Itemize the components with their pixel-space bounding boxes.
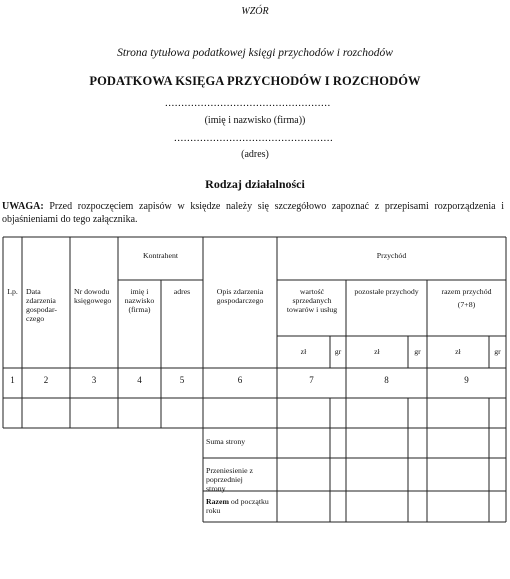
col-other-revenue-header: pozostałe przychody	[354, 287, 419, 296]
note-label: UWAGA:	[2, 201, 44, 212]
unit-zl-7: zł	[300, 347, 307, 356]
page-title: PODATKOWA KSIĘGA PRZYCHODÓW I ROZCHODÓW	[89, 74, 421, 88]
unit-zl-8: zł	[374, 347, 380, 356]
col-number: 4	[137, 375, 142, 385]
note-text: Przed rozpoczęciem zapisów w księdze należy się szczegółowo zapoznać z przepisami rozporządzenia i objaśnieniami do tego załącznika.	[2, 201, 504, 225]
col-number: 8	[384, 375, 389, 385]
col-number: 7	[309, 375, 314, 385]
col-lp-header: Lp.	[7, 287, 18, 296]
col-doc-number-header: Nr dowodu księgowego	[74, 287, 112, 305]
group-revenue-header: Przychód	[376, 251, 407, 260]
row-page-sum-label: Suma strony	[206, 437, 246, 446]
row-year-total-label	[206, 497, 276, 515]
col-contractor-name-header: imię i nazwisko (firma)	[124, 287, 155, 314]
col-contractor-address-header: adres	[173, 287, 191, 296]
col-sales-value-header: wartość sprzedanych towarów i usług	[286, 287, 338, 314]
group-contractor-header: Kontrahent	[142, 251, 179, 260]
col-number: 5	[179, 375, 185, 385]
col-date-header: Data zdarzenia gospodar- czego	[26, 287, 58, 323]
col-number: 1	[10, 375, 15, 385]
col-number: 6	[237, 375, 243, 385]
row-year-total-bold: Razem	[206, 497, 229, 506]
col-total-revenue-formula: (7+8)	[457, 300, 476, 309]
unit-gr-9: gr	[494, 347, 501, 356]
section-title: Rodzaj działalności	[205, 177, 305, 191]
col-total-revenue-header: razem przychód	[441, 287, 492, 296]
page-subtitle: Strona tytułowa podatkowej księgi przychodów i rozchodów	[117, 47, 393, 59]
address-fill-line[interactable]: .................................................	[174, 132, 334, 144]
col-number: 9	[464, 375, 469, 385]
col-number: 3	[91, 375, 97, 385]
col-description-header: Opis zdarzenia gospodarczego	[216, 287, 264, 305]
unit-zl-9: zł	[455, 347, 461, 356]
row-year-total-rest: od początku roku	[206, 497, 269, 515]
unit-gr-8: gr	[414, 347, 421, 356]
name-fill-line[interactable]: ...................................................	[165, 97, 331, 109]
row-carried-over-label: Przeniesienie z poprzedniej strony	[206, 466, 253, 493]
template-label: WZÓR	[241, 6, 269, 17]
address-caption: (adres)	[241, 149, 269, 160]
name-caption: (imię i nazwisko (firma))	[204, 115, 306, 126]
unit-gr-7: gr	[334, 347, 342, 356]
col-number: 2	[43, 375, 49, 385]
